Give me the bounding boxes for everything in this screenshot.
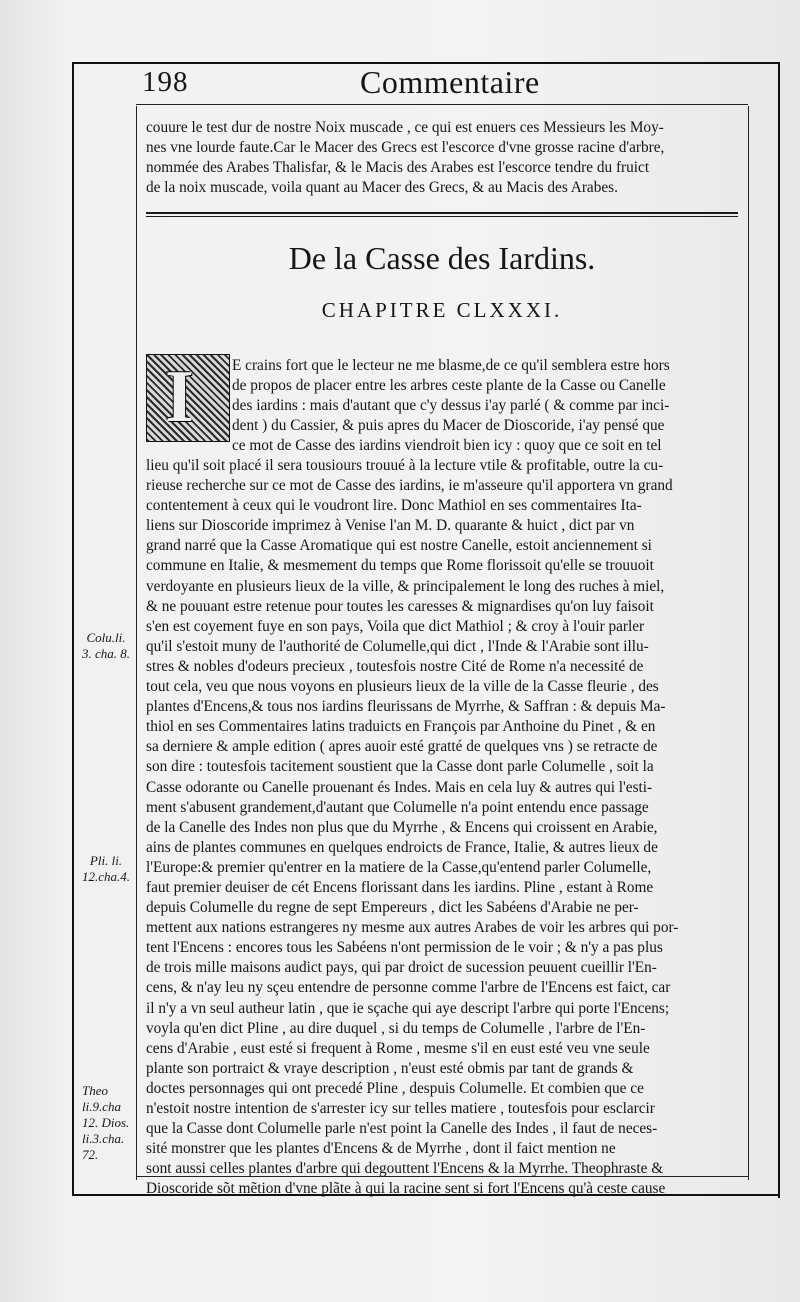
text-line: rieuse recherche sur ce mot de Casse des iardins, ie m'asseure qu'il apportera vn grand	[146, 477, 673, 495]
frame-left-rule	[72, 62, 74, 1194]
text-line: stres & nobles d'odeurs precieux , toutesfois nostre Cité de Rome n'a necessité de	[146, 657, 644, 675]
text-line: sont aussi celles plantes d'arbre qui degouttent l'Encens & la Myrrhe. Theophraste &	[146, 1160, 664, 1178]
text-line: faut premier deuiser de cét Encens florissant dans les iardins. Pline , estant à Rome	[146, 878, 654, 896]
text-line: voyla qu'en dict Pline , au dire duquel , si du temps de Columelle , l'arbre de l'En-	[146, 1019, 646, 1037]
drop-cap-letter: I	[165, 356, 194, 438]
text-line: Dioscoride sõt mẽtion d'vne plãte à qui la racine sent si fort l'Encens qu'à ceste cause	[146, 1180, 666, 1198]
text-line: verdoyante en plusieurs lieux de la ville, & principalement le long des ruches à miel,	[146, 577, 665, 595]
margin-note-line: 72.	[82, 1147, 99, 1162]
ornamental-drop-cap	[146, 354, 230, 442]
margin-note-columella	[78, 630, 134, 662]
text-line: commune en Italie, & mesmement du temps que Rome florissoit qu'elle se trouuoit	[146, 557, 654, 575]
margin-note-line: 12.cha.4.	[81, 869, 131, 884]
text-line: de la noix muscade, voila quant au Macer des Grecs, & au Macis des Arabes.	[146, 179, 618, 197]
frame-right-rule	[778, 62, 780, 1198]
page-number: 198	[142, 66, 189, 98]
text-line: cens d'Arabie , eust esté si frequent à Rome , mesme s'il en eust esté veu vne seule	[146, 1039, 650, 1057]
text-line: sité monstrer que les plantes d'Encens & de Myrrhe , dont il faict mention ne	[146, 1140, 616, 1158]
text-line: lieu qu'il soit placé il sera tousiours trouué à la lecture vtile & profitable, outre la cu-	[146, 457, 664, 474]
text-column-right-rule	[748, 106, 749, 1180]
text-line: thiol en ses Commentaires latins traduicts en François par Anthoine du Pinet , & en	[146, 718, 656, 736]
text-line: couure le test dur de nostre Noix muscade , ce qui est enuers ces Messieurs les Moy-	[146, 119, 664, 136]
margin-note-line: 12. Dios.	[82, 1115, 130, 1130]
intro-paragraph	[146, 118, 738, 198]
header-rule	[136, 104, 748, 105]
text-line: qu'il s'estoit muny de l'authorité de Columelle,qui dict , l'Inde & l'Arabie sont illu-	[146, 637, 649, 655]
text-line: ains de plantes communes en quelques endroicts de France, Italie, & autres lieux de	[146, 838, 658, 856]
text-line: des iardins : mais d'autant que c'y dessus i'ay parlé ( & comme par inci-	[232, 397, 670, 415]
text-line: de propos de placer entre les arbres ceste plante de la Casse ou Canelle	[232, 377, 666, 395]
text-line: son dire : toutesfois tacitement soustient que la Casse dont parle Columelle , soit la	[146, 758, 654, 776]
text-line: E crains fort que le lecteur ne me blasme,de ce qu'il semblera estre hors	[232, 357, 670, 374]
text-line: grand narré que la Casse Aromatique qui est nostre Canelle, estoit anciennement si	[146, 537, 652, 555]
text-line: nes vne lourde faute.Car le Macer des Grecs est l'escorce d'vne grosse racine d'arbre,	[146, 139, 665, 157]
margin-note-line: Colu.li.	[86, 630, 126, 645]
margin-note-line: 3. cha. 8.	[81, 646, 131, 661]
text-line: il n'y a vn seul autheur latin , que ie sçache qui aye descript l'arbre qui porte l'Encens;	[146, 999, 670, 1017]
text-line: ce mot de Casse des iardins viendroit bien icy : quoy que ce soit en tel	[232, 437, 662, 455]
margin-note-theophrastus	[82, 1083, 138, 1163]
body-opening-lines	[232, 356, 738, 456]
section-separator	[146, 212, 738, 218]
text-line: tout cela, veu que nous voyons en plusieurs lieux de la ville de la Casse fleurie , des	[146, 678, 659, 696]
text-line: contentement à ceux qui le voudront lire. Donc Mathiol en ses commentaires Ita-	[146, 497, 642, 515]
chapter-heading: CHAPITRE CLXXXI.	[321, 298, 563, 322]
text-line: que la Casse dont Columelle parle n'est point la Canelle des Indes , il faut de neces-	[146, 1120, 658, 1138]
text-line: sa derniere & ample edition ( apres auoir esté gratté de quelques vns ) se retracte de	[146, 738, 658, 756]
text-line: cens, & n'ay leu ny sçeu entendre de personne comme l'arbre de l'Encens est faict, car	[146, 979, 671, 997]
text-line: n'estoit nostre intention de s'arrester icy sur telles matiere , toutesfois pour esclarcir	[146, 1100, 655, 1117]
text-line: s'en est coyement fuye en son pays, Voila que dict Mathiol ; & croy à l'ouir parler	[146, 617, 645, 635]
text-line: nommée des Arabes Thalisfar, & le Macis des Arabes est l'escorce tendre du fruict	[146, 159, 650, 177]
text-line: de la Canelle des Indes non plus que du Myrrhe , & Encens qui croissent en Arabie,	[146, 818, 658, 836]
text-line: tent l'Encens : encores tous les Sabéens n'ont permission de le voir ; & n'y a pas plus	[146, 939, 663, 957]
margin-note-line: Pli. li.	[89, 853, 123, 868]
text-line: de trois mille maisons audict pays, qui par droict de sucession peuuent cueillir l'En-	[146, 959, 657, 977]
text-line: doctes personnages qui ont precedé Pline , despuis Columelle. Et combien que ce	[146, 1079, 644, 1097]
margin-note-line: li.3.cha.	[82, 1131, 125, 1146]
margin-note-line: li.9.cha	[82, 1099, 121, 1114]
text-line: mettent aux nations estrangeres ny mesme aux autres Arabes de voir les arbres qui por-	[146, 919, 679, 937]
body-paragraph	[146, 456, 738, 1199]
text-line: plantes d'Encens,& tous nos iardins fleurissans de Myrrhe, & Saffran : & depuis Ma-	[146, 698, 666, 716]
text-line: dent ) du Cassier, & puis apres du Macer de Dioscoride, i'ay pensé que	[232, 417, 665, 435]
text-line: liens sur Dioscoride imprimez à Venise l'an M. D. quarante & huict , dict par vn	[146, 517, 635, 535]
text-line: plante son portraict & vraye description , n'eust esté obmis par tant de grands &	[146, 1059, 634, 1077]
running-title: Commentaire	[360, 64, 540, 100]
section-title: De la Casse des Iardins.	[288, 240, 596, 276]
margin-note-line: Theo	[82, 1083, 108, 1098]
text-line: ment s'abusent grandement,d'autant que Columelle n'a point entendu ence passage	[146, 798, 649, 816]
text-line: depuis Columelle du regne de sept Empereurs , dict les Sabéens d'Arabie ne per-	[146, 899, 639, 917]
text-line: l'Europe:& premier qu'entrer en la matiere de la Casse,qu'entend parler Columelle,	[146, 858, 652, 876]
text-line: & ne pouuant estre retenue pour toutes les caresses & mignardises qu'on luy faisoit	[146, 597, 654, 615]
margin-note-pliny	[78, 853, 134, 885]
text-line: Casse odorante ou Canelle prouenant és Indes. Mais en cela luy & autres qui l'esti-	[146, 778, 653, 796]
text-column-left-rule	[136, 106, 137, 1180]
